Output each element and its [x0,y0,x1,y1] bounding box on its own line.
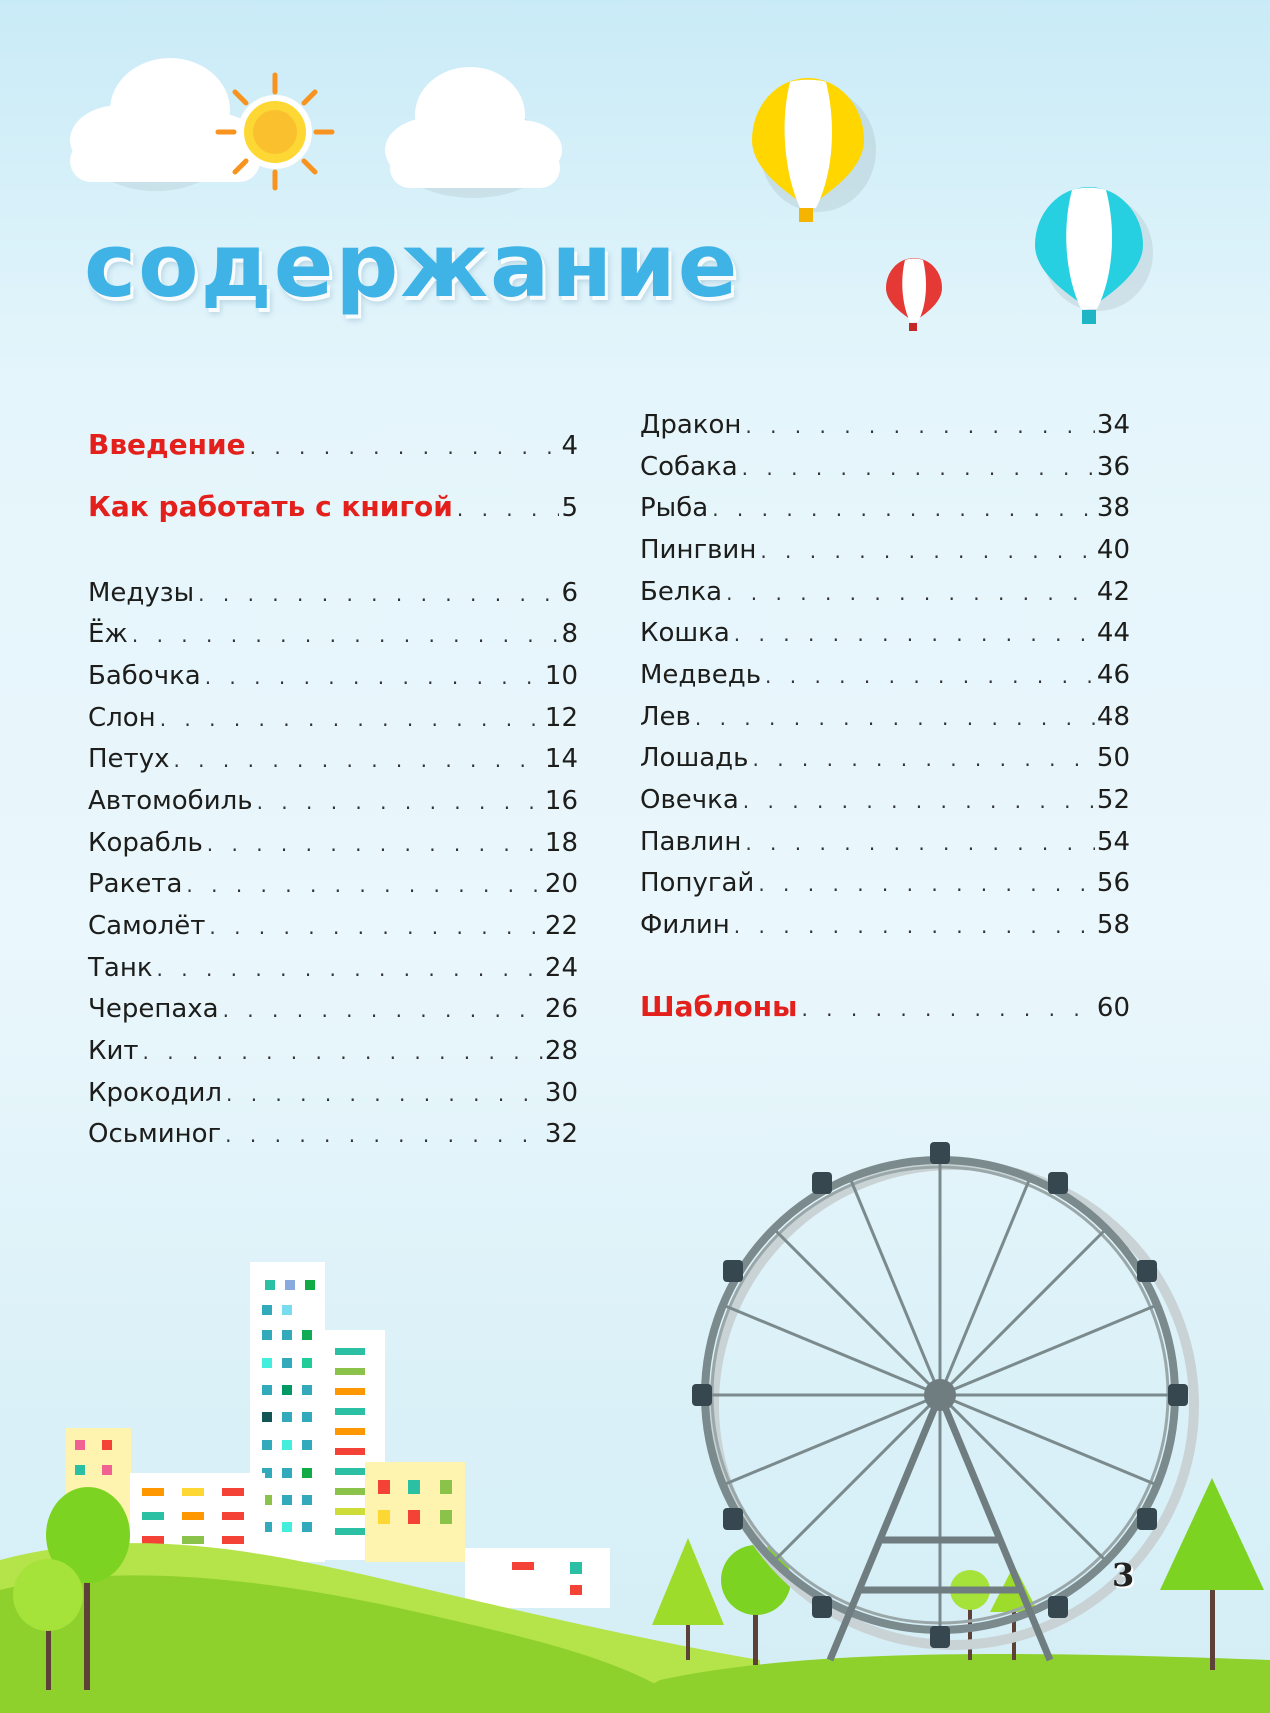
dot-leader [143,1035,543,1069]
toc-page-number: 34 [1096,410,1130,440]
dot-leader [734,909,1095,943]
dot-leader [173,743,542,777]
toc-item-name: Петух [88,744,170,774]
toc-item-name: Пингвин [640,535,757,565]
toc-item-name: Крокодил [88,1078,222,1108]
toc-row[interactable] [88,742,578,776]
toc-row[interactable] [640,450,1130,484]
toc-item-name: Ракета [88,869,183,899]
toc-row[interactable] [640,866,1130,900]
dot-leader [745,409,1095,443]
toc-section-row[interactable] [640,990,1130,1024]
dot-leader [132,618,560,652]
toc-item-name: Белка [640,577,723,607]
toc-item-name: Кит [88,1036,139,1066]
toc-row[interactable] [88,1034,578,1068]
toc-row[interactable] [640,700,1130,734]
toc-section-name: Введение [88,428,246,461]
toc-item-name: Медузы [88,578,195,608]
toc-section-name: Как работать с книгой [88,490,453,523]
toc-row[interactable] [640,616,1130,650]
dot-leader [226,1077,543,1111]
hot-air-balloon-icon [1035,187,1153,324]
toc-page-number: 20 [544,869,578,899]
dot-leader [209,910,543,944]
toc-row[interactable] [88,1076,578,1110]
toc-item-name: Павлин [640,827,742,857]
toc-page-number: 22 [544,911,578,941]
cloud-icon [70,58,260,191]
toc-item-name: Танк [88,953,153,983]
toc-page-number: 26 [544,994,578,1024]
dot-leader [726,576,1095,610]
toc-page-number: 12 [544,703,578,733]
toc-page-number: 48 [1096,702,1130,732]
toc-page-number: 44 [1096,618,1130,648]
toc-row[interactable] [640,575,1130,609]
toc-row[interactable] [88,826,578,860]
hot-air-balloon-icon [752,78,876,222]
dot-leader [207,827,543,861]
toc-item-name: Ёж [88,619,128,649]
dot-leader [257,785,543,819]
toc-page-number: 50 [1096,743,1130,773]
dot-leader [223,993,543,1027]
toc-section-name: Шаблоны [640,990,798,1023]
dot-leader [157,952,543,986]
toc-page-number: 8 [561,619,578,649]
dot-leader [801,992,1094,1026]
dot-leader [743,784,1095,818]
sun-icon [218,75,332,188]
toc-row[interactable] [88,867,578,901]
dot-leader [457,492,560,526]
dot-leader [250,430,560,464]
dot-leader [752,742,1094,776]
toc-item-name: Попугай [640,868,755,898]
toc-item-name: Кошка [640,618,730,648]
toc-item-name: Бабочка [88,661,201,691]
toc-item-name: Осьминог [88,1119,222,1149]
toc-page-number: 24 [544,953,578,983]
cloud-icon [385,67,562,198]
toc-page-number: 52 [1096,785,1130,815]
dot-leader [205,660,543,694]
dot-leader [760,534,1095,568]
toc-row[interactable] [640,741,1130,775]
toc-item-name: Рыба [640,493,709,523]
toc-page-number: 10 [544,661,578,691]
toc-page-number: 54 [1096,827,1130,857]
toc-page-number: 38 [1096,493,1130,523]
dot-leader [712,492,1095,526]
toc-page-number: 40 [1096,535,1130,565]
toc-row[interactable] [640,533,1130,567]
dot-leader [758,867,1095,901]
hot-air-balloon-icon [886,258,942,331]
toc-row[interactable] [88,909,578,943]
toc-row[interactable] [88,617,578,651]
toc-page-number: 56 [1096,868,1130,898]
toc-item-name: Самолёт [88,911,206,941]
toc-item-name: Дракон [640,410,742,440]
page-title: содержание [84,214,740,317]
toc-item-name: Лошадь [640,743,749,773]
toc-page-number: 6 [561,578,578,608]
toc-row[interactable] [640,908,1130,942]
dot-leader [198,577,559,611]
dot-leader [160,702,543,736]
toc-item-name: Медведь [640,660,762,690]
toc-item-name: Собака [640,452,738,482]
toc-row[interactable] [88,992,578,1026]
toc-page-number: 14 [544,744,578,774]
toc-page-number: 60 [1096,993,1130,1023]
toc-item-name: Лев [640,702,691,732]
toc-item-name: Автомобиль [88,786,253,816]
dot-leader [742,451,1095,485]
dot-leader [186,868,543,902]
toc-page-number: 42 [1096,577,1130,607]
toc-item-name: Овечка [640,785,739,815]
toc-row[interactable] [88,576,578,610]
toc-item-name: Корабль [88,828,203,858]
toc-page-number: 46 [1096,660,1130,690]
toc-row[interactable] [640,783,1130,817]
toc-page-number: 28 [544,1036,578,1066]
toc-section-row[interactable] [88,490,578,524]
dot-leader [695,701,1095,735]
toc-page-number: 30 [544,1078,578,1108]
toc-row[interactable] [88,659,578,693]
dot-leader [225,1118,543,1152]
toc-row[interactable] [88,701,578,735]
toc-row[interactable] [640,658,1130,692]
toc-row[interactable] [88,1117,578,1151]
toc-page-number: 36 [1096,452,1130,482]
dot-leader [734,617,1095,651]
toc-page-number: 5 [561,493,578,523]
toc-page-number: 58 [1096,910,1130,940]
toc-row[interactable] [640,491,1130,525]
toc-row[interactable] [88,784,578,818]
toc-item-name: Филин [640,910,730,940]
toc-section-row[interactable] [88,428,578,462]
toc-row[interactable] [640,825,1130,859]
toc-page-number: 16 [544,786,578,816]
toc-page-number: 18 [544,828,578,858]
toc-item-name: Черепаха [88,994,219,1024]
toc-row[interactable] [88,951,578,985]
dot-leader [745,826,1095,860]
toc-row[interactable] [640,408,1130,442]
toc-page-number: 4 [561,431,578,461]
toc-item-name: Слон [88,703,156,733]
page-number: 3 [1112,1556,1135,1594]
dot-leader [765,659,1095,693]
toc-page-number: 32 [544,1119,578,1149]
